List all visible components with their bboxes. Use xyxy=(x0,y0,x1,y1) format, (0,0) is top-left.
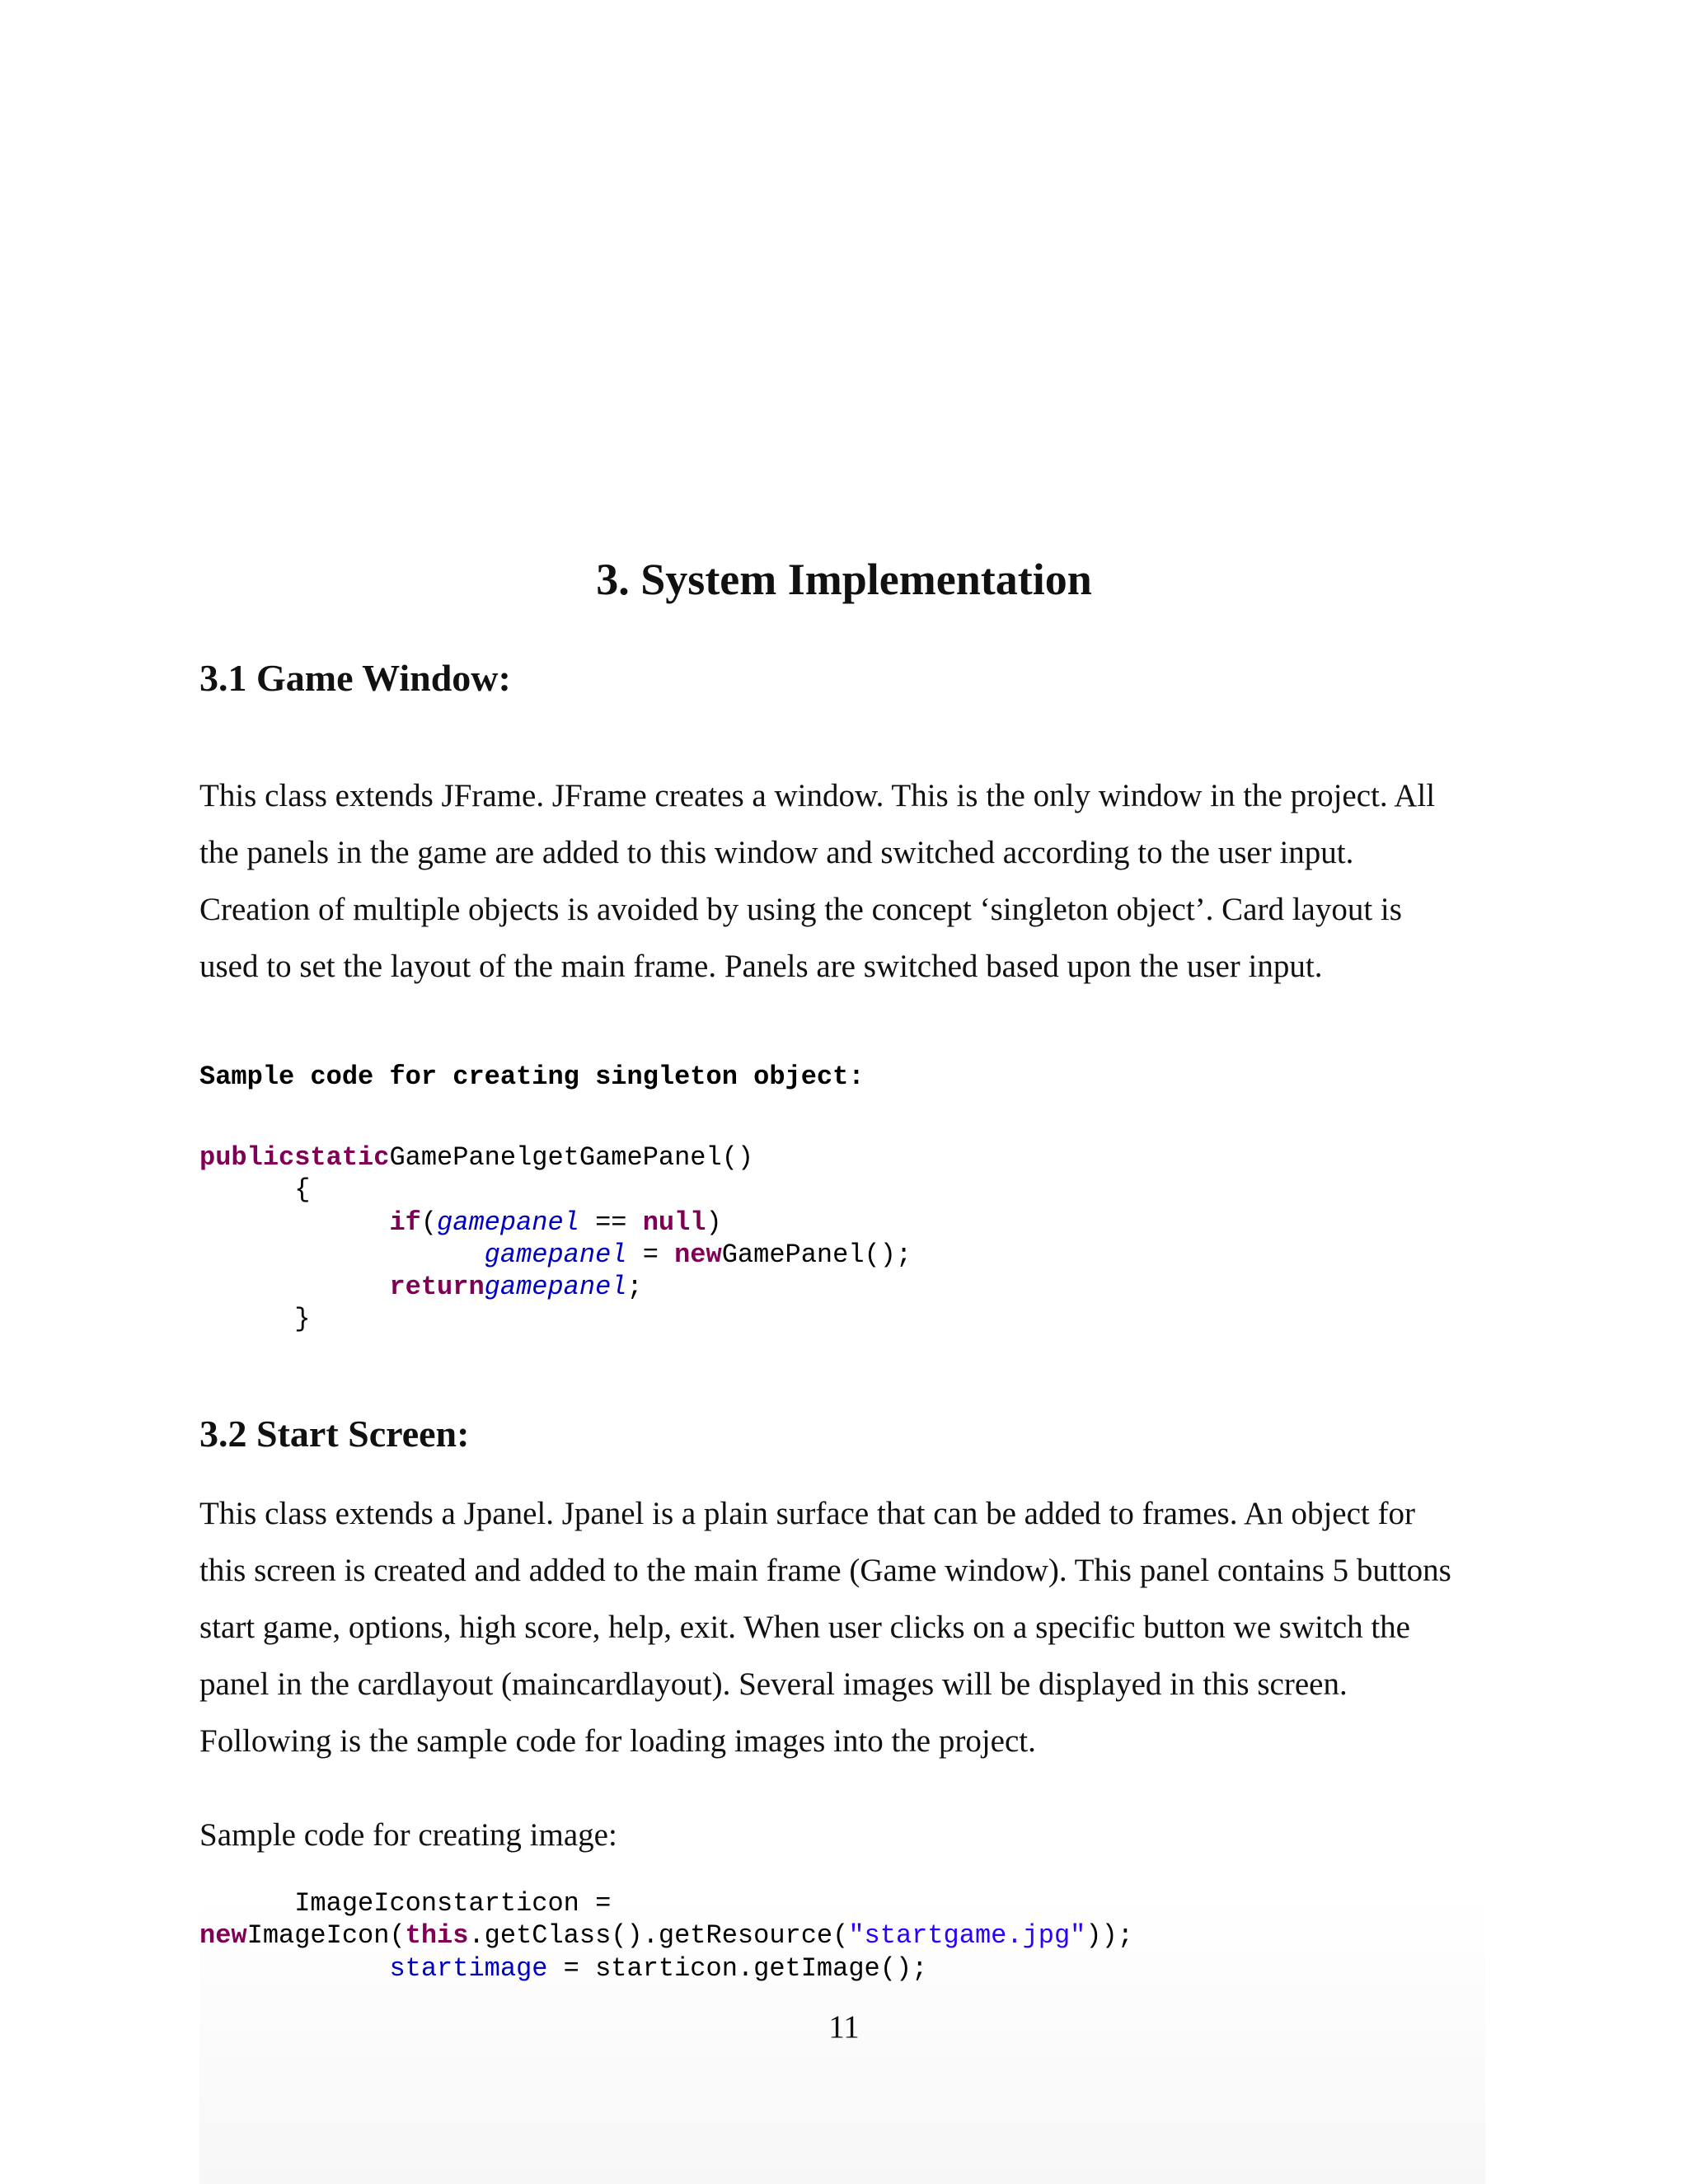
code-line xyxy=(199,1952,1133,1985)
code-field: gamepanel xyxy=(437,1207,579,1238)
code-line: ImageIconstarticon = xyxy=(199,1888,612,1919)
code-keyword: this xyxy=(405,1920,469,1952)
code-text: == xyxy=(579,1207,643,1238)
paragraph-line: start game, options, high score, help, exit. When user clicks on a specific button we switch the xyxy=(199,1610,1410,1645)
paragraph-line: This class extends a Jpanel. Jpanel is a plain surface that can be added to frames. An object for xyxy=(199,1496,1415,1531)
code-text: ) xyxy=(706,1207,722,1238)
paragraph-game-window xyxy=(199,767,1535,995)
paragraph-line: the panels in the game are added to this window and switched according to the user input. xyxy=(199,835,1354,870)
code-block-image xyxy=(199,1887,1133,1985)
code-line xyxy=(199,1239,912,1271)
code-field: gamepanel xyxy=(484,1272,627,1303)
code-keyword: new xyxy=(199,1920,247,1952)
code-indent xyxy=(199,1953,389,1984)
code-heading-singleton: Sample code for creating singleton object: xyxy=(199,1062,865,1092)
page-number: 11 xyxy=(828,2009,860,2045)
code-keyword: publicstatic xyxy=(199,1142,390,1173)
code-text: = xyxy=(626,1239,675,1270)
paragraph-line: used to set the layout of the main frame. Panels are switched based upon the user input. xyxy=(199,949,1323,984)
code-indent xyxy=(199,1272,389,1302)
code-keyword: if xyxy=(389,1207,421,1238)
code-keyword: new xyxy=(674,1239,722,1270)
paragraph-line: this screen is created and added to the main frame (Game window). This panel contains 5 buttons xyxy=(199,1553,1451,1588)
code-text: ; xyxy=(626,1272,643,1303)
code-keyword: return xyxy=(389,1272,485,1303)
code-line xyxy=(199,1141,912,1174)
code-line: } xyxy=(199,1304,311,1335)
paragraph-line: Creation of multiple objects is avoided by using the concept ‘singleton object’. Card layout is xyxy=(199,892,1402,927)
code-text: ImageIcon( xyxy=(246,1920,406,1952)
paragraph-line: This class extends JFrame. JFrame creates a window. This is the only window in the project. All xyxy=(199,778,1436,813)
chapter-title: 3. System Implementation xyxy=(596,555,1092,604)
code-text: )); xyxy=(1085,1920,1133,1952)
code-line xyxy=(199,1919,1133,1952)
paragraph-line: panel in the cardlayout (maincardlayout). Several images will be displayed in this screen. xyxy=(199,1666,1348,1702)
code-field: startimage xyxy=(389,1952,548,1984)
code-text: GamePanelgetGamePanel() xyxy=(389,1142,754,1173)
code-text: GamePanel(); xyxy=(721,1239,912,1270)
code-text: ( xyxy=(420,1207,438,1238)
code-indent xyxy=(199,1207,389,1238)
section-title-start-screen: 3.2 Start Screen: xyxy=(199,1413,470,1455)
code-keyword: null xyxy=(642,1207,706,1238)
code-line: { xyxy=(199,1174,311,1206)
code-field: gamepanel xyxy=(484,1239,627,1270)
code-text: = starticon.getImage(); xyxy=(547,1952,928,1984)
paragraph-line: Following is the sample code for loading images into the project. xyxy=(199,1723,1036,1759)
code-heading-image: Sample code for creating image: xyxy=(199,1817,617,1853)
code-line xyxy=(199,1207,912,1239)
code-line xyxy=(199,1271,912,1303)
code-indent xyxy=(199,1240,485,1270)
code-string: "startgame.jpg" xyxy=(848,1920,1086,1952)
section-title-game-window: 3.1 Game Window: xyxy=(199,657,511,699)
code-block-singleton xyxy=(199,1141,912,1336)
code-text: .getClass().getResource( xyxy=(468,1920,849,1952)
paragraph-start-screen xyxy=(199,1485,1535,1769)
